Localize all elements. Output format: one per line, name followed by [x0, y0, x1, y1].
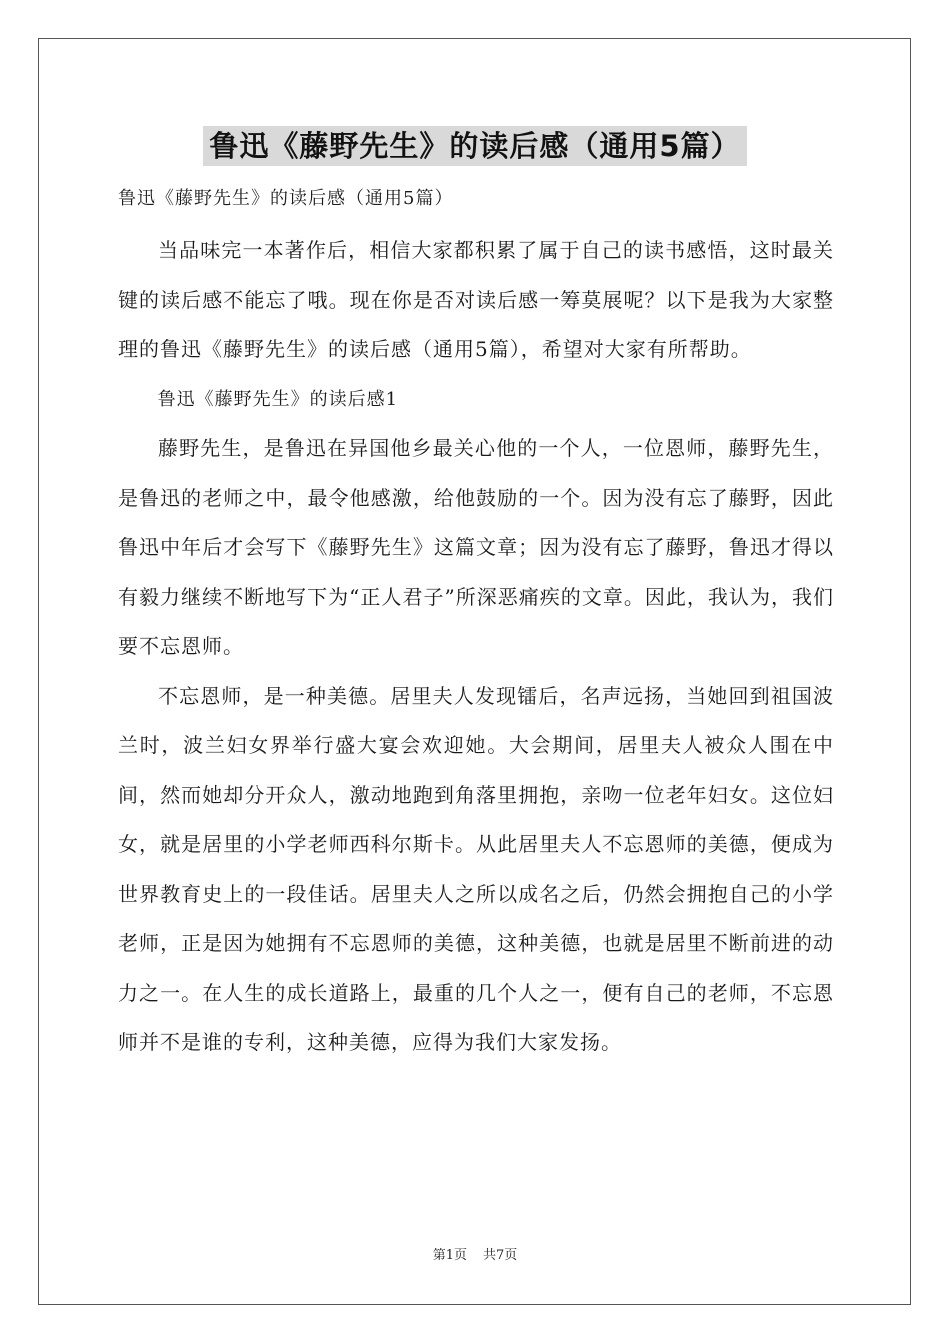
title-container: [0, 126, 950, 166]
document-body: [118, 176, 834, 1068]
page-total: 共7页: [483, 1248, 518, 1263]
document-subtitle: 鲁迅《藤野先生》的读后感（通用5篇）: [118, 188, 454, 209]
page-number: 第1页: [432, 1248, 467, 1263]
page-footer: [0, 1246, 950, 1266]
document-title: 鲁迅《藤野先生》的读后感（通用5篇）: [203, 126, 746, 166]
body-paragraph-2: 不忘恩师，是一种美德。居里夫人发现镭后，名声远扬，当她回到祖国波兰时，波兰妇女界举行盛大宴会欢迎她。大会期间，居里夫人被众人围在中间，然而她却分开众人，激动地跑到角落里拥抱，亲吻一位老年妇女。这位妇女，就是居里的小学老师西科尔斯卡。从此居里夫人不忘恩师的美德，便成为世界教育史上的一段佳话。居里夫人之所以成名之后，仍然会拥抱自己的小学老师，正是因为她拥有不忘恩师的美德，这种美德，也就是居里不断前进的动力之一。在人生的成长道路上，最重的几个人之一，便有自己的老师，不忘恩师并不是谁的专利，这种美德，应得为我们大家发扬。: [118, 683, 834, 1054]
section-heading-1: 鲁迅《藤野先生》的读后感1: [157, 388, 399, 410]
body-paragraph-1: 藤野先生，是鲁迅在异国他乡最关心他的一个人，一位恩师，藤野先生，是鲁迅的老师之中，最令他感激，给他鼓励的一个。因为没有忘了藤野，因此鲁迅中年后才会写下《藤野先生》这篇文章；因为没有忘了藤野，鲁迅才得以有毅力继续不断地写下为“正人君子”所深恶痛疾的文章。因此，我认为，我们要不忘恩师。: [118, 436, 834, 658]
intro-paragraph: 当品味完一本著作后，相信大家都积累了属于自己的读书感悟，这时最关键的读后感不能忘了哦。现在你是否对读后感一筹莫展呢？以下是我为大家整理的鲁迅《藤野先生》的读后感（通用5篇），希望对大家有所帮助。: [118, 238, 834, 361]
